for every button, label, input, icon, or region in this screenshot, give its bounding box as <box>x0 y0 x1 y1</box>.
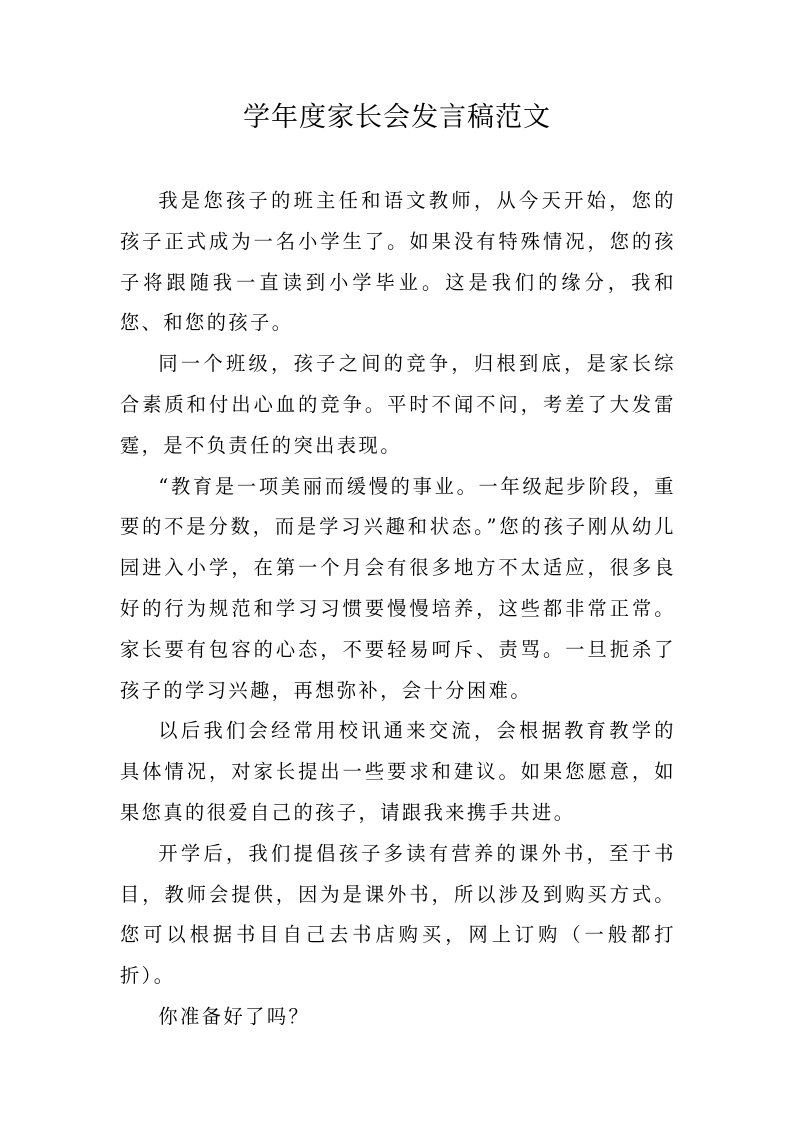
document-title: 学年度家长会发言稿范文 <box>243 102 551 133</box>
paragraph-3: “教育是一项美丽而缓慢的事业。一年级起步阶段，重要的不是分数，而是学习兴趣和状态。”您的孩子刚从幼儿园进入小学，在第一个月会有很多地方不太适应，很多良好的行为规范和学习习惯要慢慢培养，这些都非常正常。家长要有包容的心态，不要轻易呵斥、责骂。一旦扼杀了孩子的学习兴趣，再想弥补，会十分困难。 <box>120 474 676 702</box>
paragraph-2: 同一个班级，孩子之间的竞争，归根到底，是家长综合素质和付出心血的竞争。平时不闻不问，考差了大发雷霆，是不负责任的突出表现。 <box>120 352 676 457</box>
paragraph-1: 我是您孩子的班主任和语文教师，从今天开始，您的孩子正式成为一名小学生了。如果没有特殊情况，您的孩子将跟随我一直读到小学毕业。这是我们的缘分，我和您、和您的孩子。 <box>120 189 676 335</box>
paragraph-5: 开学后，我们提倡孩子多读有营养的课外书，至于书目，教师会提供，因为是课外书，所以涉及到购买方式。您可以根据书目自己去书店购买，网上订购（一般都打折）。 <box>120 841 676 988</box>
document-body <box>120 181 676 1038</box>
paragraph-6: 你准备好了吗？ <box>158 1004 311 1028</box>
paragraph-4: 以后我们会经常用校讯通来交流，会根据教育教学的具体情况，对家长提出一些要求和建议。如果您愿意，如果您真的很爱自己的孩子，请跟我来携手共进。 <box>120 719 676 824</box>
